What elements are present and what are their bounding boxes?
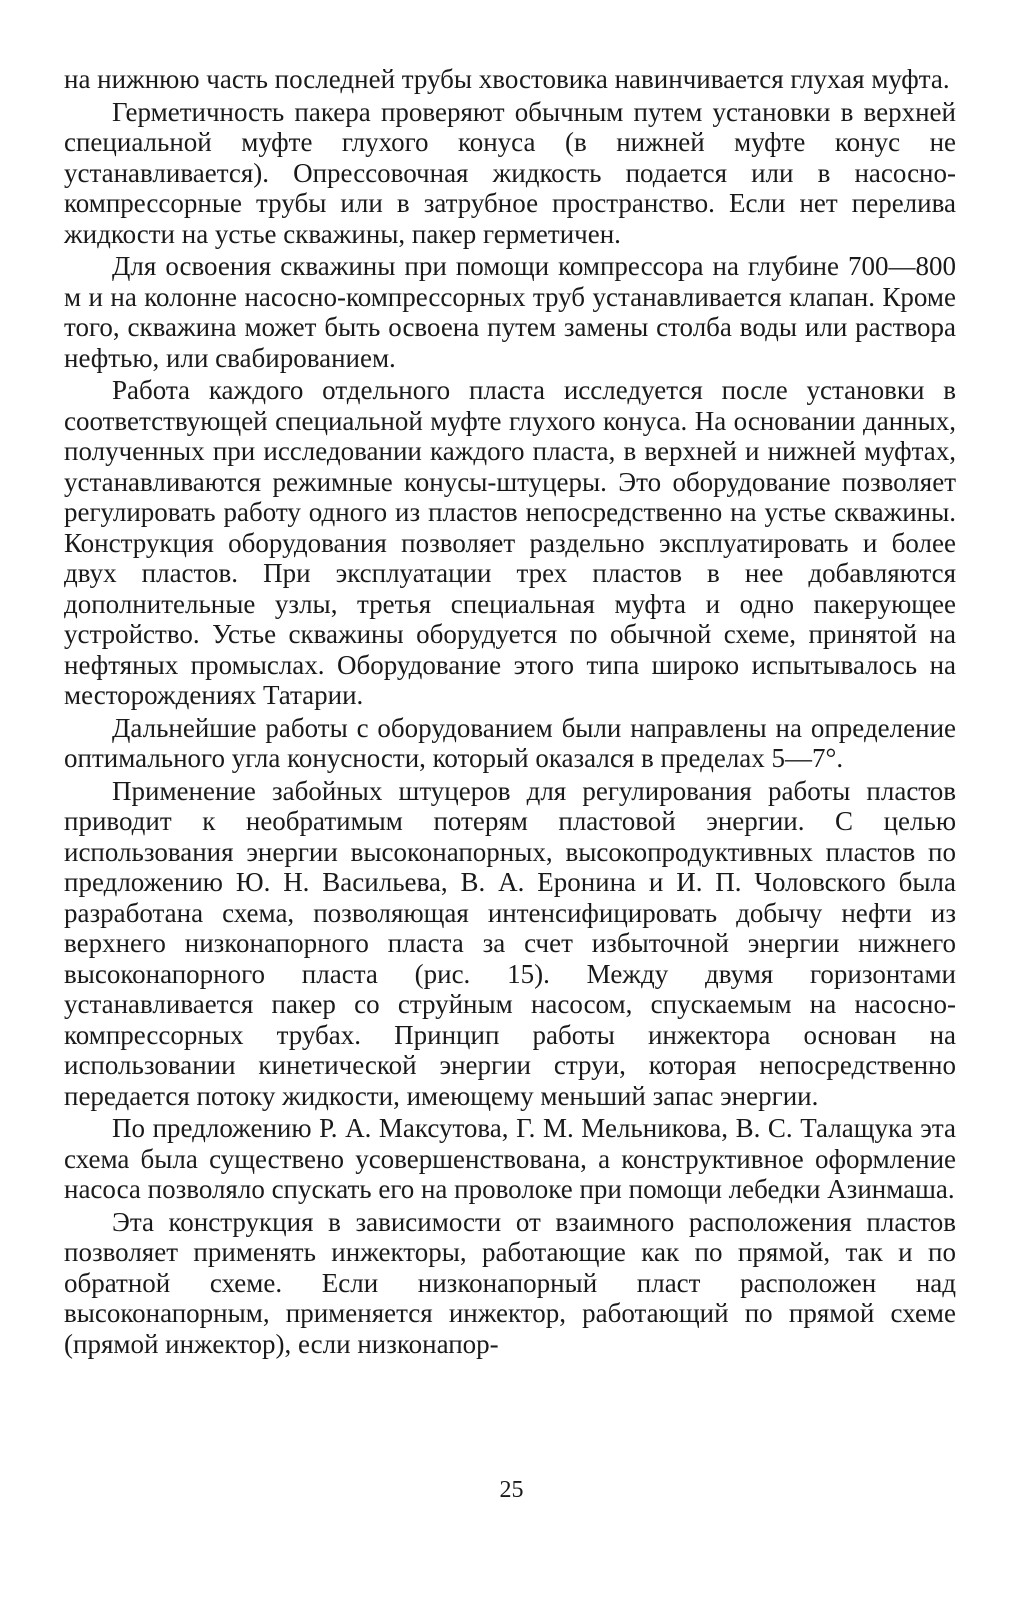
body-text [64, 64, 956, 1359]
paragraph-7: По предложению Р. А. Максутова, Г. М. Мельникова, В. С. Талащука эта схема была существено усовершенствована, а конструктивное оформление насоса позволяло спускать его на проволоке при помощи лебедки Азинмаша. [64, 1113, 956, 1204]
paragraph-5: Дальнейшие работы с оборудованием были направлены на определение оптимального угла конусности, который оказался в пределах 5—7°. [64, 712, 956, 773]
paragraph-4: Работа каждого отдельного пласта исследуется после установки в соответствующей специальной муфте глухого конуса. На основании данных, полученных при исследовании каждого пласта, в верхней и нижней муфтах, устанавливаются режимные конусы-штуцеры. Это оборудование позволяет регулировать работу одного из пластов непосредственно на устье скважины. Конструкция оборудования позволяет раздельно эксплуатировать и более двух пластов. При эксплуатации трех пластов в нее добавляются дополнительные узлы, третья специальная муфта и одно пакерующее устройство. Устье скважины оборудуется по обычной схеме, принятой на нефтяных промыслах. Оборудование этого типа широко испытывалось на месторождениях Татарии. [64, 375, 956, 710]
page-number: 25 [499, 1477, 524, 1503]
paragraph-1: на нижнюю часть последней трубы хвостовика навинчивается глухая муфта. [64, 64, 950, 94]
paragraph-3: Для освоения скважины при помощи компрессора на глубине 700—800 м и на колонне насосно-компрессорных труб устанавливается клапан. Кроме того, скважина может быть освоена путем замены столба воды или раствора нефтью, или свабированием. [64, 251, 956, 373]
paragraph-2: Герметичность пакера проверяют обычным путем установки в верхней специальной муфте глухого конуса (в нижней муфте конус не устанавливается). Опрессовочная жидкость подается или в насосно-компрессорные трубы или в затрубное пространство. Если нет перелива жидкости на устье скважины, пакер герметичен. [64, 96, 956, 249]
paragraph-6: Применение забойных штуцеров для регулирования работы пластов приводит к необратимым потерям пластовой энергии. С целью использования энергии высоконапорных, высокопродуктивных пластов по предложению Ю. Н. Васильева, В. А. Еронина и И. П. Чоловского была разработана схема, позволяющая интенсифицировать добычу нефти из верхнего низконапорного пласта за счет избыточной энергии нижнего высоконапорного пласта (рис. 15). Между двумя горизонтами устанавливается пакер со струйным насосом, спускаемым на насосно-компрессорных трубах. Принцип работы инжектора основан на использовании кинетической энергии струи, которая непосредственно передается потоку жидкости, имеющему меньший запас энергии. [64, 775, 956, 1111]
paragraph-8: Эта конструкция в зависимости от взаимного расположения пластов позволяет применять инжекторы, работающие как по прямой, так и по обратной схеме. Если низконапорный пласт расположен над высоконапорным, применяется инжектор, работающий по прямой схеме (прямой инжектор), если низконапор- [64, 1206, 956, 1359]
